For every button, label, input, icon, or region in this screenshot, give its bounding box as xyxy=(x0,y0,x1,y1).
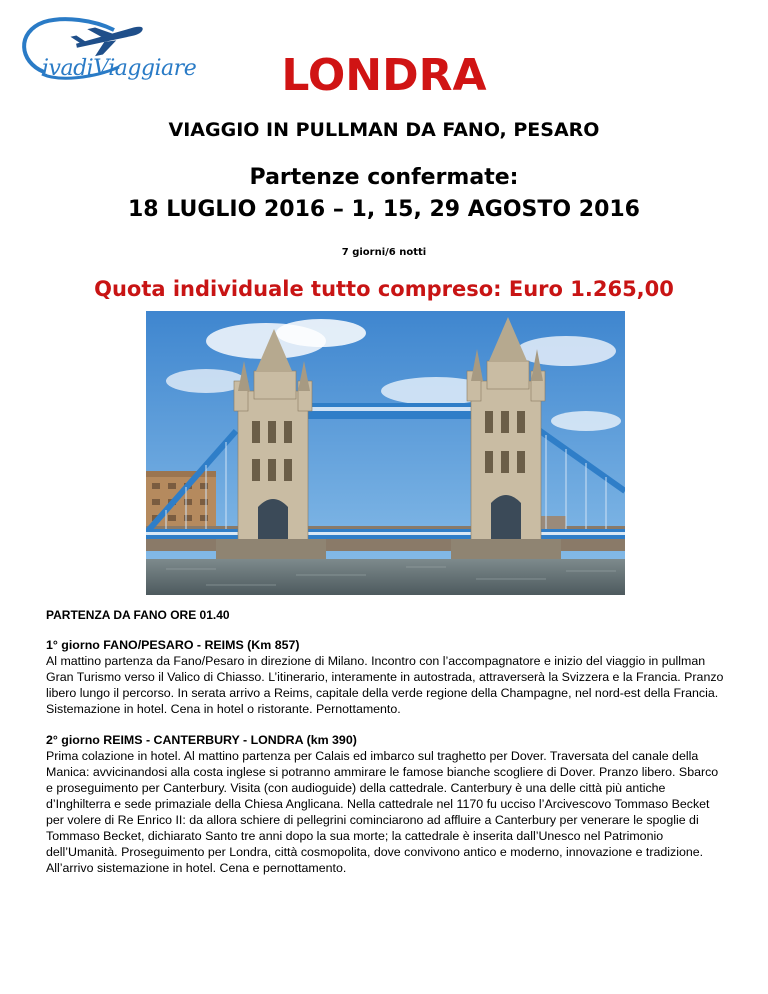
itinerary-day-1 xyxy=(46,637,728,717)
trip-price: Quota individuale tutto compreso: Euro 1.265,00 xyxy=(94,277,674,301)
day-title: 1° giorno FANO/PESARO - REIMS (Km 857) xyxy=(46,638,300,652)
logo-text: ivadiViaggiare xyxy=(42,56,197,81)
departures-label: Partenze confermate: xyxy=(249,165,519,190)
trip-duration: 7 giorni/6 notti xyxy=(341,247,427,258)
page-title: LONDRA xyxy=(281,50,487,101)
day-description: Al mattino partenza da Fano/Pesaro in direzione di Milano. Incontro con l’accompagnatore e inizio del viaggio in pullman Gran Turismo verso il Valico di Chiasso. L’itinerario, interamente in autostrada, attraverserà la Svizzera e la Francia. Pranzo libero lungo il percorso. In serata arrivo a Reims, capitale della verde regione della Champagne, nel nord-est della Francia. Sistemazione in hotel. Cena in hotel o ristorante. Pernottamento. xyxy=(46,654,724,716)
departure-note: PARTENZA DA FANO ORE 01.40 xyxy=(46,608,230,622)
day-description: Prima colazione in hotel. Al mattino partenza per Calais ed imbarco sul traghetto per Dover. Traversata del canale della Manica: avvicinandosi alla costa inglese si potranno ammirare le famose bianche scogliere di Dover. Pranzo libero. Sbarco e proseguimento per Canterbury. Visita (con audioguide) della cattedrale. Canterbury è una delle città più antiche d’Inghilterra e sede primaziale della Chiesa Anglicana. Nella cattedrale nel 1170 fu ucciso l’Arcivescovo Tommaso Becket per volere di Re Enrico II: da allora schiere di pellegrini cominciarono ad affluire a Canterbury per venerare le spoglie di Tommaso Becket, dichiarato Santo tre anni dopo la sua morte; la cattedrale è inserita dall’Unesco nel Patrimonio dell’Umanità. Proseguimento per Londra, città cosmopolita, dove convivono antico e moderno, innovazione e tradizione. All’arrivo sistemazione in hotel. Cena e pernottamento. xyxy=(46,749,719,875)
itinerary-day-2 xyxy=(46,732,728,876)
departures-dates: 18 LUGLIO 2016 – 1, 15, 29 AGOSTO 2016 xyxy=(127,197,640,222)
tower-bridge-photo xyxy=(146,311,625,595)
day-title: 2° giorno REIMS - CANTERBURY - LONDRA (km 390) xyxy=(46,733,357,747)
trip-subtitle: VIAGGIO IN PULLMAN DA FANO, PESARO xyxy=(168,119,600,141)
